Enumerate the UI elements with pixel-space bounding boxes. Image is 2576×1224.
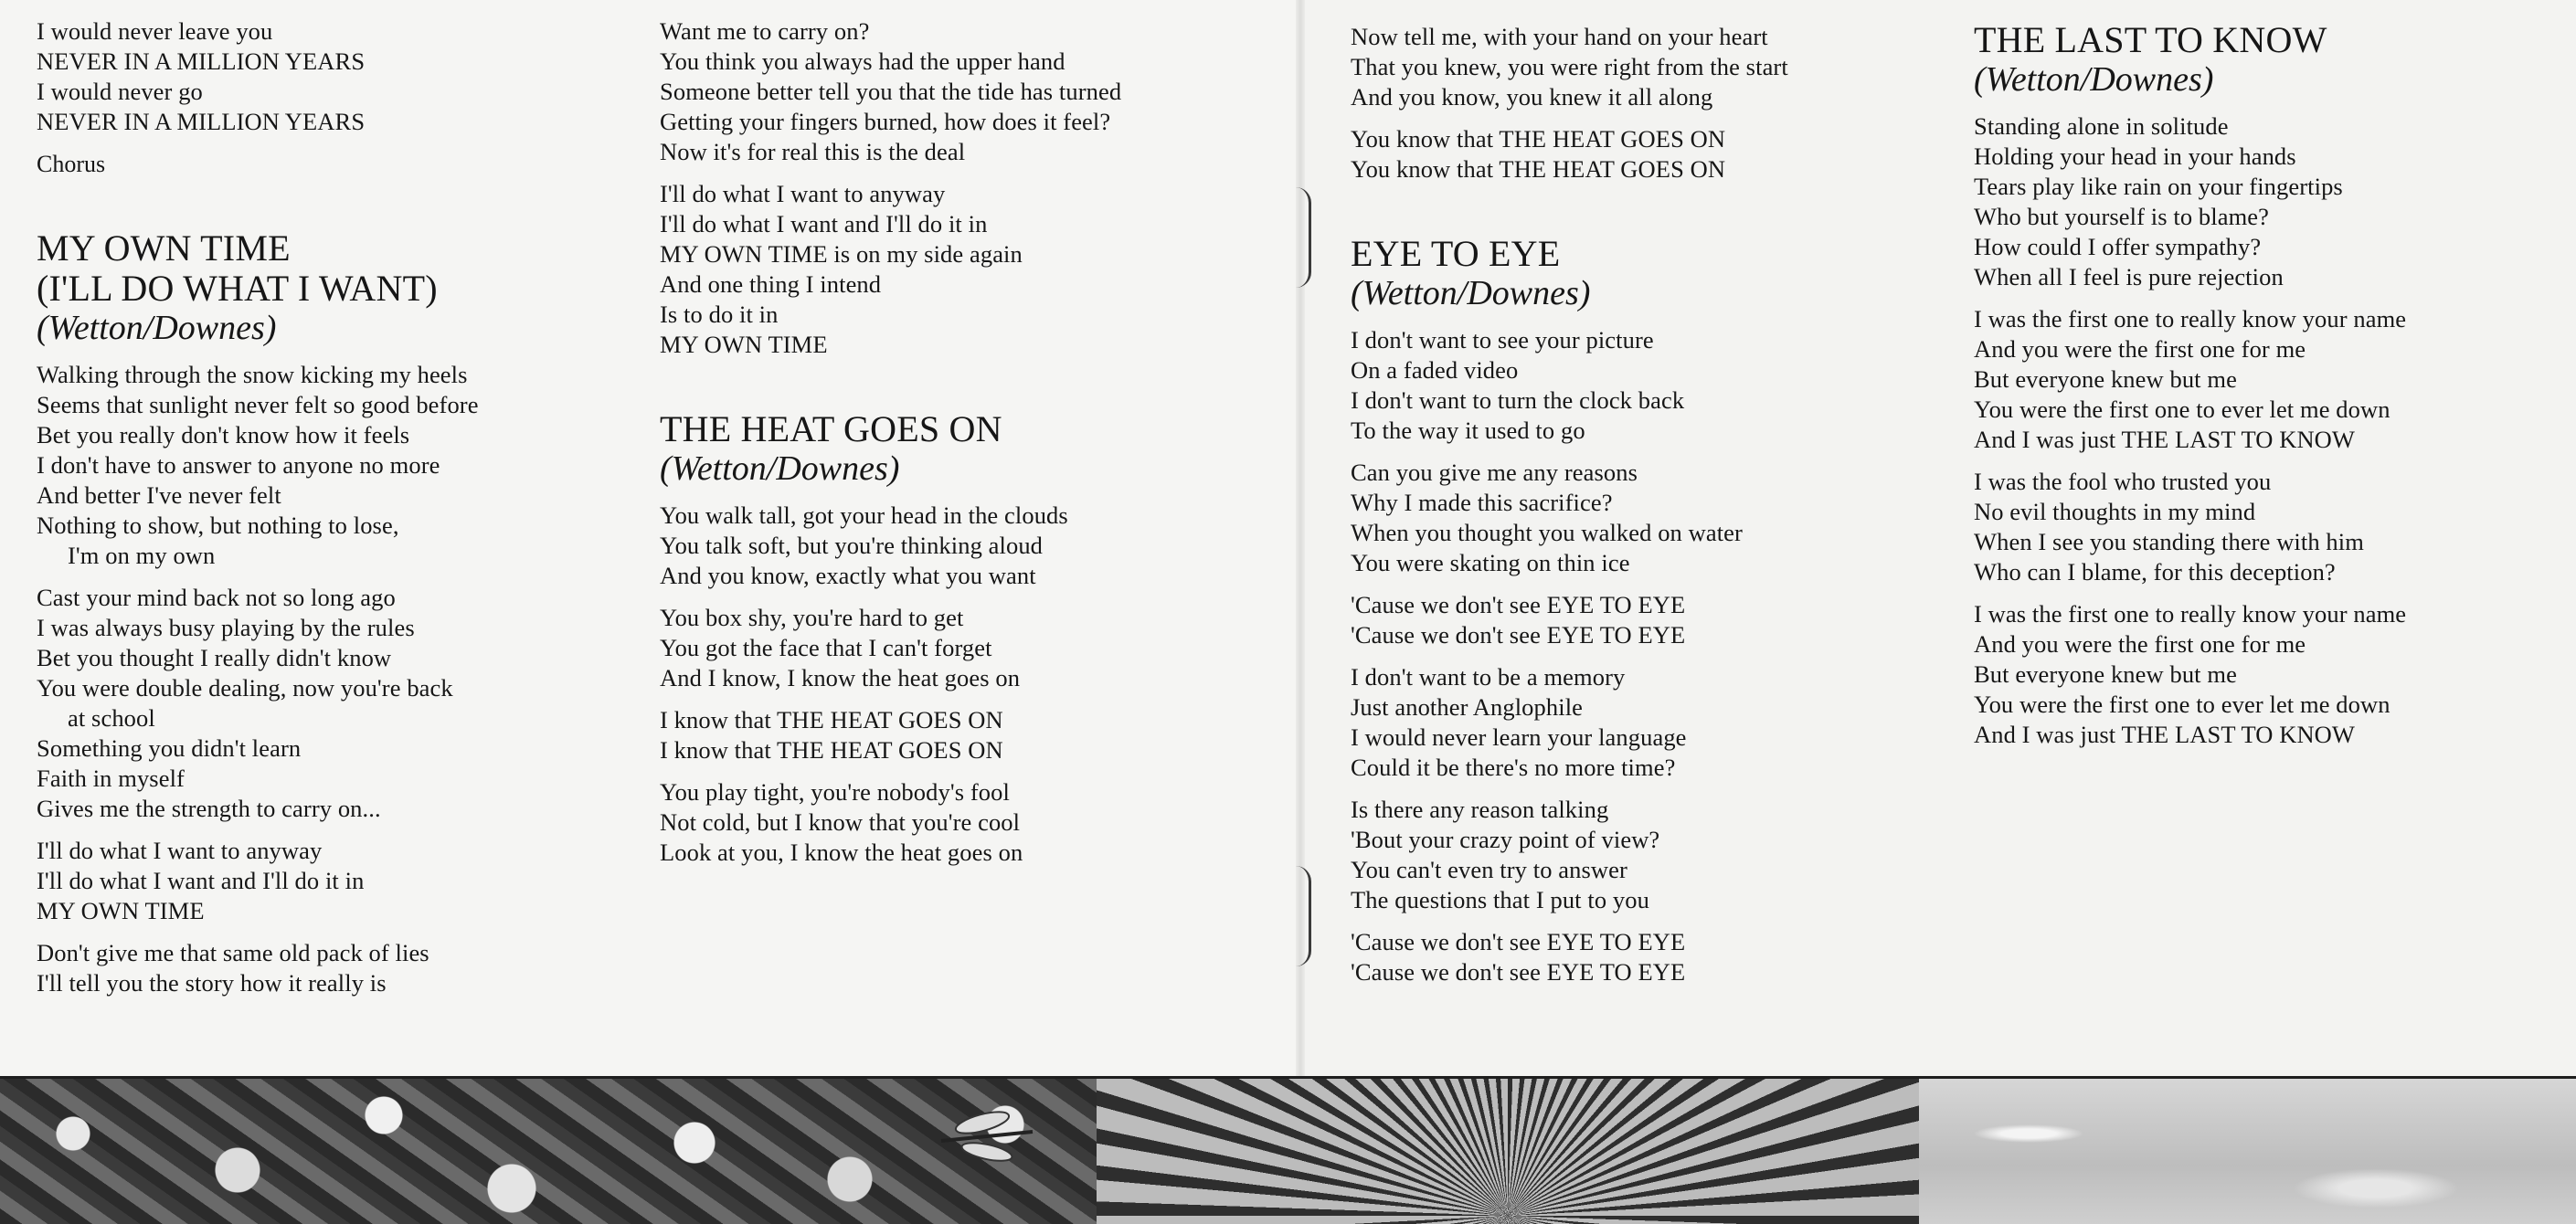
song-block [1351,22,1945,185]
lyric-line: Want me to carry on? [660,17,870,45]
illustration-band [0,1076,2576,1224]
lyric-line: Seems that sunlight never felt so good before [37,391,479,418]
lyric-line: 'Cause we don't see EYE TO EYE [1351,621,1686,649]
stanza [1351,124,1945,185]
stanza [37,16,631,137]
lyric-line: I don't want to see your picture [1351,326,1654,353]
lyrics-column-4 [1974,20,2559,762]
lyric-line: at school [68,704,155,732]
song-block [1351,234,1945,987]
stanza [37,836,631,926]
dragonfly-icon [932,1104,1042,1168]
song-block [660,16,1254,360]
stanza [1351,662,1945,783]
lyric-line: Bet you really don't know how it feels [37,421,410,448]
lyric-line: When I see you standing there with him [1974,528,2364,555]
lyric-line: MY OWN TIME [37,897,205,924]
lyric-line: I don't have to answer to anyone no more [37,451,440,479]
lyric-line: You box shy, you're hard to get [660,604,964,631]
lyric-line: When all I feel is pure rejection [1974,263,2284,290]
lyric-line: Look at you, I know the heat goes on [660,839,1023,866]
lyric-line: NEVER IN A MILLION YEARS [37,108,366,135]
lyric-line: Not cold, but I know that you're cool [660,808,1021,836]
song-title: (I'LL DO WHAT I WANT) [37,268,438,309]
lyric-line: You think you always had the upper hand [660,47,1065,75]
lyric-line: You were skating on thin ice [1351,549,1630,576]
lyric-line: Cast your mind back not so long ago [37,584,396,611]
lyric-line: Don't give me that same old pack of lies [37,939,429,966]
lyric-line: I don't want to be a memory [1351,663,1626,691]
lyric-line: And you were the first one for me [1974,630,2306,658]
lyric-line: I would never go [37,78,203,105]
lyric-line: Why I made this sacrifice? [1351,489,1613,516]
stanza [660,501,1254,591]
lyric-line: To the way it used to go [1351,417,1585,444]
lyric-line: You got the face that I can't forget [660,634,992,661]
lyrics-column-2 [660,16,1254,880]
lyric-line: You play tight, you're nobody's fool [660,778,1010,806]
lyric-line: And I was just THE LAST TO KNOW [1974,426,2356,453]
song-block [660,409,1254,868]
lyrics-column-3 [1351,22,1945,999]
lyric-line: I would never leave you [37,17,273,45]
lyric-line: No evil thoughts in my mind [1974,498,2256,525]
lyric-line: I'll do what I want to anyway [660,180,946,207]
lyric-line: How could I offer sympathy? [1974,233,2262,260]
lyric-line: And you know, exactly what you want [660,562,1036,589]
lyric-line: You talk soft, but you're thinking aloud [660,532,1044,559]
songwriter-credit: (Wetton/Downes) [1974,60,2214,99]
lyric-line: The questions that I put to you [1351,886,1649,913]
lyric-line: I'll do what I want to anyway [37,837,323,864]
lyric-line: I'll do what I want and I'll do it in [37,867,365,894]
lyric-line: Getting your fingers burned, how does it feel? [660,108,1111,135]
water-illustration [1919,1079,2576,1224]
lyric-line: You can't even try to answer [1351,856,1627,883]
song-title: THE LAST TO KNOW [1974,19,2327,60]
lyric-line: I'll do what I want and I'll do it in [660,210,988,237]
lyric-line: Walking through the snow kicking my heels [37,361,468,388]
lyric-line: Standing alone in solitude [1974,112,2229,140]
stanza [1351,325,1945,446]
lyric-line: I don't want to turn the clock back [1351,386,1685,414]
lyric-line: Holding your head in your hands [1974,142,2296,170]
stanza [1974,304,2559,455]
lyric-line: MY OWN TIME [660,331,828,358]
song-block [37,16,631,179]
song-title: MY OWN TIME [37,227,291,269]
lyric-line: Can you give me any reasons [1351,459,1638,486]
lyric-line: Just another Anglophile [1351,693,1584,721]
lyric-line: And better I've never felt [37,481,281,509]
songwriter-credit: (Wetton/Downes) [1351,274,1591,312]
lyric-line: And you were the first one for me [1974,335,2306,363]
lyric-line: Nothing to show, but nothing to lose, [37,512,399,539]
song-block [1974,20,2559,750]
lyric-line: I know that THE HEAT GOES ON [660,736,1003,764]
lyric-line: 'Bout your crazy point of view? [1351,826,1660,853]
lyric-line: Now tell me, with your hand on your heart [1351,23,1768,50]
lyric-line: I was the first one to really know your name [1974,305,2407,332]
lyric-line: I know that THE HEAT GOES ON [660,706,1003,733]
stanza [660,179,1254,360]
lyric-line: Something you didn't learn [37,734,302,762]
lyric-line: NEVER IN A MILLION YEARS [37,47,366,75]
lyric-line: You know that THE HEAT GOES ON [1351,125,1726,153]
lyric-line: I'm on my own [68,542,216,569]
lyric-line: You were double dealing, now you're back [37,674,453,702]
lyric-line: Now it's for real this is the deal [660,138,966,165]
song-title: EYE TO EYE [1351,233,1561,274]
song-title: THE HEAT GOES ON [660,408,1002,449]
lyric-line: Who can I blame, for this deception? [1974,558,2336,586]
lyric-line: And I know, I know the heat goes on [660,664,1021,691]
stanza [37,360,631,571]
stanza [660,705,1254,765]
lyric-line: I'll tell you the story how it really is [37,969,387,997]
stanza [1351,795,1945,915]
songwriter-credit: (Wetton/Downes) [660,449,900,488]
chorus-label: Chorus [37,151,106,177]
lyric-line: I was the fool who trusted you [1974,468,2272,495]
stanza [1974,111,2559,292]
stanza [660,603,1254,693]
lyric-line: When you thought you walked on water [1351,519,1743,546]
lyric-line: I would never learn your language [1351,723,1687,751]
song-block [37,228,631,998]
lyric-line: And you know, you knew it all along [1351,83,1713,111]
lyric-line: But everyone knew but me [1974,365,2237,393]
stanza [37,583,631,824]
lyric-line: Gives me the strength to carry on... [37,795,381,822]
lyric-line: Faith in myself [37,765,185,792]
stanza [660,777,1254,868]
stanza [1351,22,1945,112]
lyric-line: And I was just THE LAST TO KNOW [1974,721,2356,748]
lyric-line: 'Cause we don't see EYE TO EYE [1351,958,1686,986]
staple-top-icon [1296,187,1311,288]
lyric-line: And one thing I intend [660,270,882,298]
lyric-line: Bet you thought I really didn't know [37,644,392,671]
stanza [37,938,631,998]
lyric-line: Is to do it in [660,301,779,328]
lyric-line: You know that THE HEAT GOES ON [1351,155,1726,183]
lyric-line: That you knew, you were right from the start [1351,53,1788,80]
stanza [1351,590,1945,650]
stanza [660,16,1254,167]
stanza [1351,927,1945,987]
lyric-line: Could it be there's no more time? [1351,754,1676,781]
lyric-line: I was the first one to really know your name [1974,600,2407,628]
lyric-line: Tears play like rain on your fingertips [1974,173,2343,200]
lyric-line: 'Cause we don't see EYE TO EYE [1351,928,1686,955]
lyric-line: You walk tall, got your head in the clouds [660,501,1068,529]
lyric-line: But everyone knew but me [1974,660,2237,688]
stanza [1351,458,1945,578]
lyrics-column-1 [37,16,631,1010]
lyric-line: On a faded video [1351,356,1519,384]
lyric-line: Is there any reason talking [1351,796,1609,823]
lyric-line: You were the first one to ever let me down [1974,691,2390,718]
lyric-line: 'Cause we don't see EYE TO EYE [1351,591,1686,618]
palm-leaf-illustration [1097,1079,1919,1224]
songwriter-credit: (Wetton/Downes) [37,309,277,347]
lyric-line: You were the first one to ever let me down [1974,396,2390,423]
stanza [1974,467,2559,587]
lyric-line: Who but yourself is to blame? [1974,203,2270,230]
lyric-line: MY OWN TIME is on my side again [660,240,1023,268]
lyric-line: Someone better tell you that the tide has turned [660,78,1122,105]
staple-bottom-icon [1296,866,1311,966]
lyric-line: I was always busy playing by the rules [37,614,415,641]
stanza [1974,599,2559,750]
